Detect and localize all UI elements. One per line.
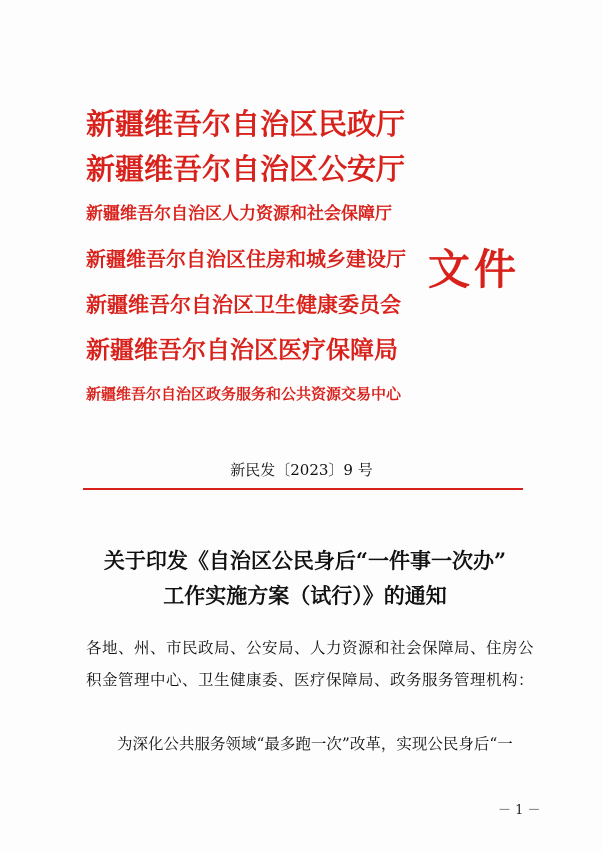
issuer-1: 新疆维吾尔自治区民政厅 xyxy=(86,107,406,141)
issuer-7: 新疆维吾尔自治区政务服务和公共资源交易中心 xyxy=(86,385,402,403)
first-body-paragraph: 为深化公共服务领域“最多跑一次”改革，实现公民身后“一 xyxy=(117,735,513,753)
issuer-3: 新疆维吾尔自治区人力资源和社会保障厅 xyxy=(86,204,392,224)
red-divider-line xyxy=(83,488,523,490)
notice-title-line-2: 工作实施方案（试行）》的通知 xyxy=(163,583,447,608)
document-type-label: 文件 xyxy=(428,245,521,294)
issuer-4: 新疆维吾尔自治区住房和城乡建设厅 xyxy=(86,247,406,271)
issuer-2: 新疆维吾尔自治区公安厅 xyxy=(86,152,406,186)
issuer-list xyxy=(86,102,416,417)
document-number: 新民发〔2023〕9 号 xyxy=(230,461,373,479)
issuer-5: 新疆维吾尔自治区卫生健康委员会 xyxy=(86,292,401,317)
page-number: － 1 － xyxy=(498,803,541,818)
recipients-paragraph: 各地、州、市民政局、公安局、人力资源和社会保障局、住房公积金管理中心、卫生健康委、医疗保障局、政务服务管理机构： xyxy=(86,639,535,689)
issuer-6: 新疆维吾尔自治区医疗保障局 xyxy=(86,335,398,364)
notice-title-line-1: 关于印发《自治区公民身后“一件事一次办” xyxy=(103,548,507,573)
